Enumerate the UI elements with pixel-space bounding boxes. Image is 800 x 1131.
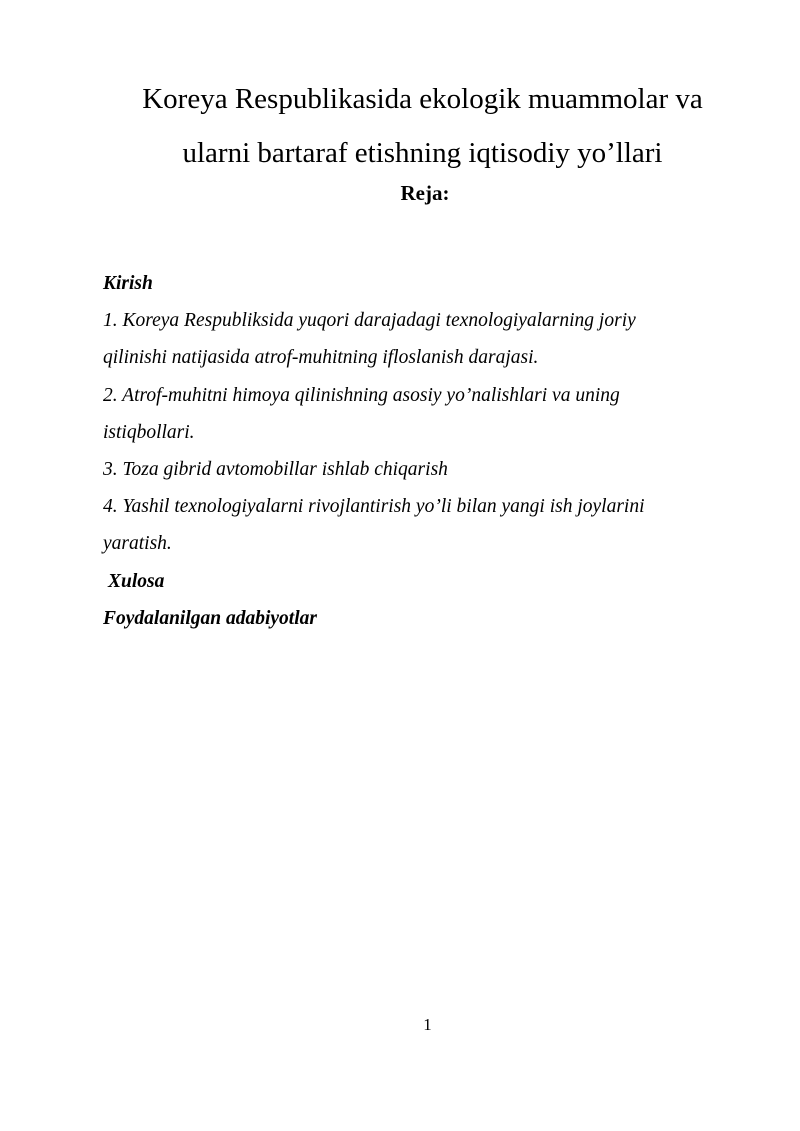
toc-item-number: 2. (103, 384, 118, 406)
toc-item-1 (103, 302, 723, 339)
toc-item-4 (103, 488, 723, 525)
toc-item-2-continuation: istiqbollari. (103, 421, 195, 443)
toc-item-3 (103, 451, 723, 488)
page-number: 1 (423, 1015, 432, 1034)
toc-item-text: Yashil texnologiyalarni rivojlantirish yo’li bilan yangi ish joylarini (122, 496, 645, 518)
document-title (100, 72, 745, 180)
title-line-1: Koreya Respublikasida ekologik muammolar va (142, 83, 703, 115)
toc-item-text: Koreya Respubliksida yuqori darajadagi texnologiyalarning joriy (122, 310, 636, 332)
toc-item-text: Toza gibrid avtomobillar ishlab chiqarish (122, 459, 448, 481)
toc-conclusion: Xulosa (108, 570, 165, 592)
toc-item-1-continuation: qilinishi natijasida atrof-muhitning ifloslanish darajasi. (103, 347, 539, 369)
plan-heading: Reja: (400, 181, 450, 205)
toc-item-number: 3. (103, 459, 118, 481)
toc-item-number: 4. (103, 496, 118, 518)
title-line-2: ularni bartaraf etishning iqtisodiy yo’llari (182, 137, 663, 169)
toc-item-4-continuation: yaratish. (103, 533, 172, 555)
toc-item-text: Atrof-muhitni himoya qilinishning asosiy yo’nalishlari va uning (122, 384, 620, 406)
table-of-contents (103, 265, 723, 637)
toc-intro: Kirish (103, 273, 153, 294)
toc-item-number: 1. (103, 310, 118, 332)
toc-references: Foydalanilgan adabiyotlar (103, 607, 317, 629)
toc-item-2 (103, 377, 723, 414)
